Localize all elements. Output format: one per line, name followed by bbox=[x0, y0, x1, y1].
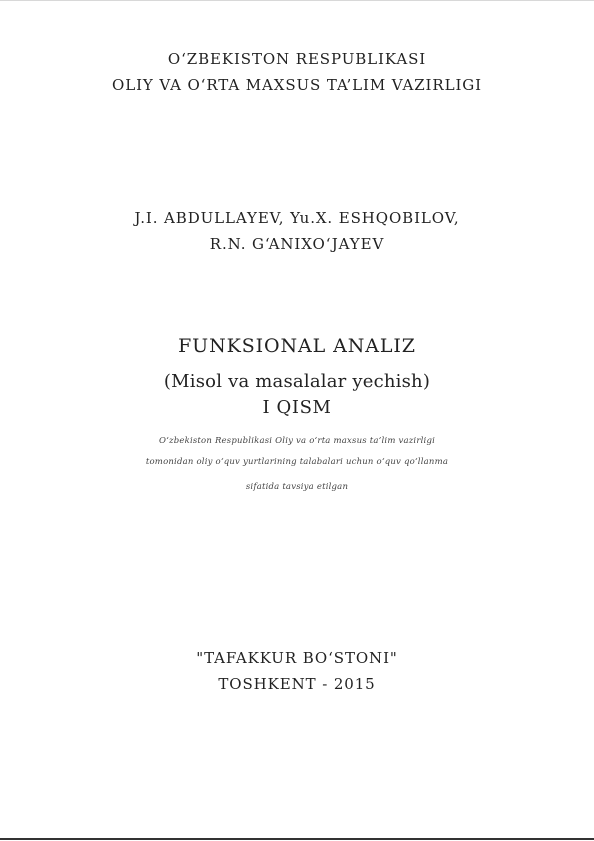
approval-line-1: O‘zbekiston Respublikasi Oliy va o‘rta maxsus ta’lim vazirligi bbox=[158, 436, 436, 446]
authors-line-1: J.I. ABDULLAYEV, Yu.X. ESHQOBILOV, bbox=[134, 209, 460, 227]
publisher-city-year: TOSHKENT - 2015 bbox=[218, 675, 376, 693]
approval-line-2: tomonidan oliy o‘quv yurtlarining talabalari uchun o‘quv qo‘llanma bbox=[145, 457, 449, 467]
book-subtitle: (Misol va masalalar yechish) bbox=[163, 371, 431, 392]
approval-line-3: sifatida tavsiya etilgan bbox=[245, 482, 349, 492]
top-border bbox=[0, 0, 594, 1]
book-part: I QISM bbox=[262, 397, 332, 418]
publisher-name: "TAFAKKUR BO‘STONI" bbox=[196, 649, 398, 667]
ministry-line-1: O‘ZBEKISTON RESPUBLIKASI bbox=[167, 50, 427, 68]
ministry-line-2: OLIY VA O‘RTA MAXSUS TA’LIM VAZIRLIGI bbox=[112, 76, 482, 94]
book-title: FUNKSIONAL ANALIZ bbox=[178, 335, 416, 357]
authors-line-2: R.N. G‘ANIXO‘JAYEV bbox=[209, 235, 385, 253]
bottom-border bbox=[0, 838, 594, 840]
